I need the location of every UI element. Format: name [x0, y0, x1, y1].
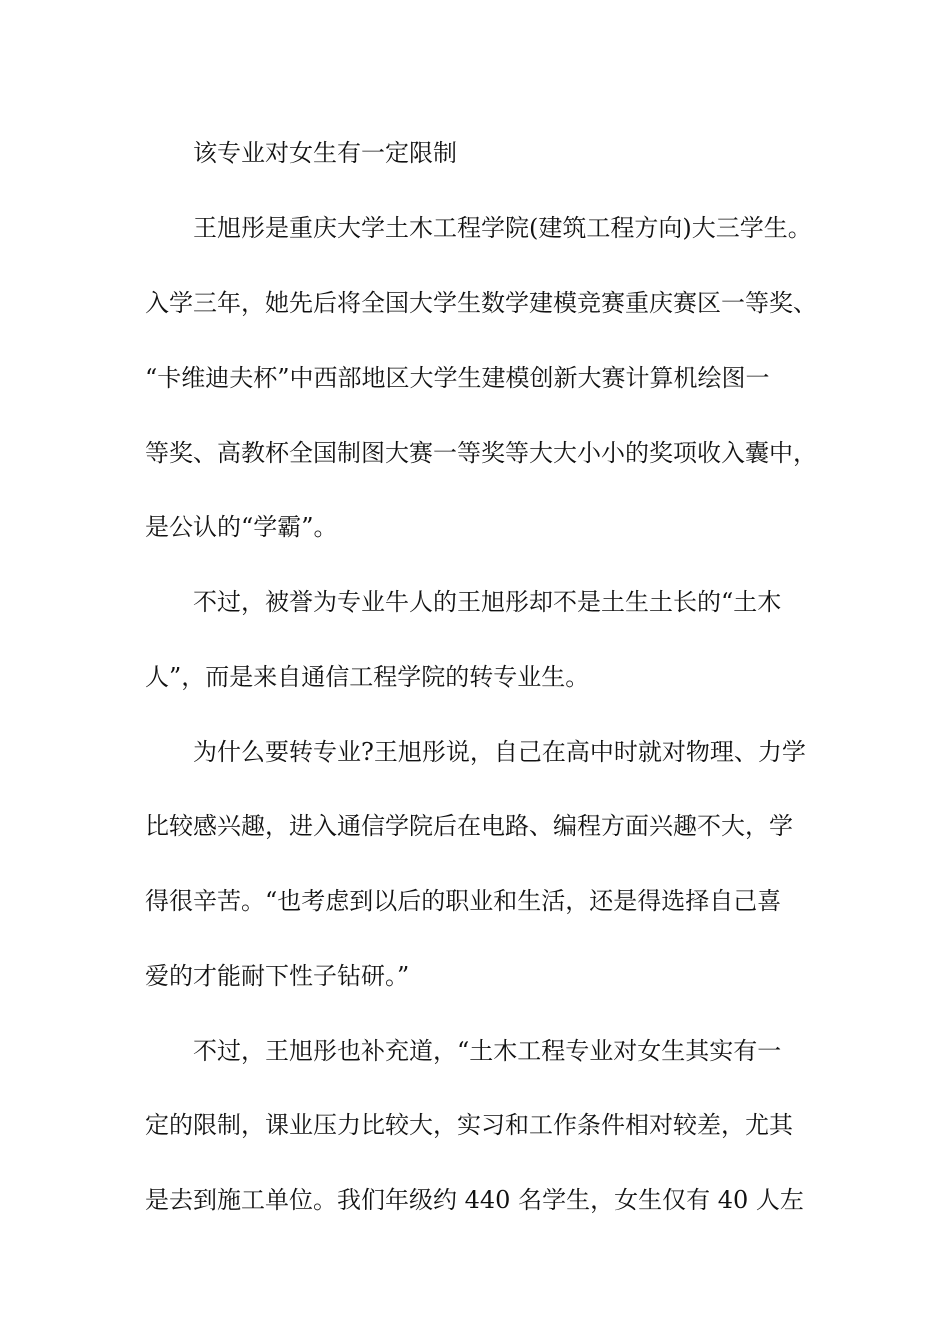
paragraph-line: 爱的才能耐下性子钻研。”	[145, 962, 410, 990]
section-heading: 该专业对女生有一定限制	[193, 139, 457, 167]
paragraph-line: 得很辛苦。“也考虑到以后的职业和生活，还是得选择自己喜	[145, 887, 782, 915]
paragraph-line: 比较感兴趣，进入通信学院后在电路、编程方面兴趣不大，学	[145, 812, 793, 840]
paragraph-line: 为什么要转专业?王旭彤说，自己在高中时就对物理、力学	[193, 738, 806, 766]
paragraph-line: 是去到施工单位。我们年级约 440 名学生，女生仅有 40 人左	[145, 1186, 804, 1214]
paragraph-line: 入学三年，她先后将全国大学生数学建模竞赛重庆赛区一等奖、	[145, 289, 817, 317]
paragraph-line: 不过，王旭彤也补充道，“土木工程专业对女生其实有一	[193, 1037, 782, 1065]
paragraph-line: 不过，被誉为专业牛人的王旭彤却不是土生土长的“土木	[193, 588, 782, 616]
paragraph-line: 定的限制，课业压力比较大，实习和工作条件相对较差，尤其	[145, 1111, 793, 1139]
paragraph-line: 王旭彤是重庆大学土木工程学院(建筑工程方向)大三学生。	[193, 214, 812, 242]
paragraph-line: 等奖、高教杯全国制图大赛一等奖等大大小小的奖项收入囊中，	[145, 439, 817, 467]
paragraph-line: 是公认的“学霸”。	[145, 513, 338, 541]
paragraph-line: 人”，而是来自通信工程学院的转专业生。	[145, 663, 590, 691]
paragraph-line: “卡维迪夫杯”中西部地区大学生建模创新大赛计算机绘图一	[145, 364, 770, 392]
